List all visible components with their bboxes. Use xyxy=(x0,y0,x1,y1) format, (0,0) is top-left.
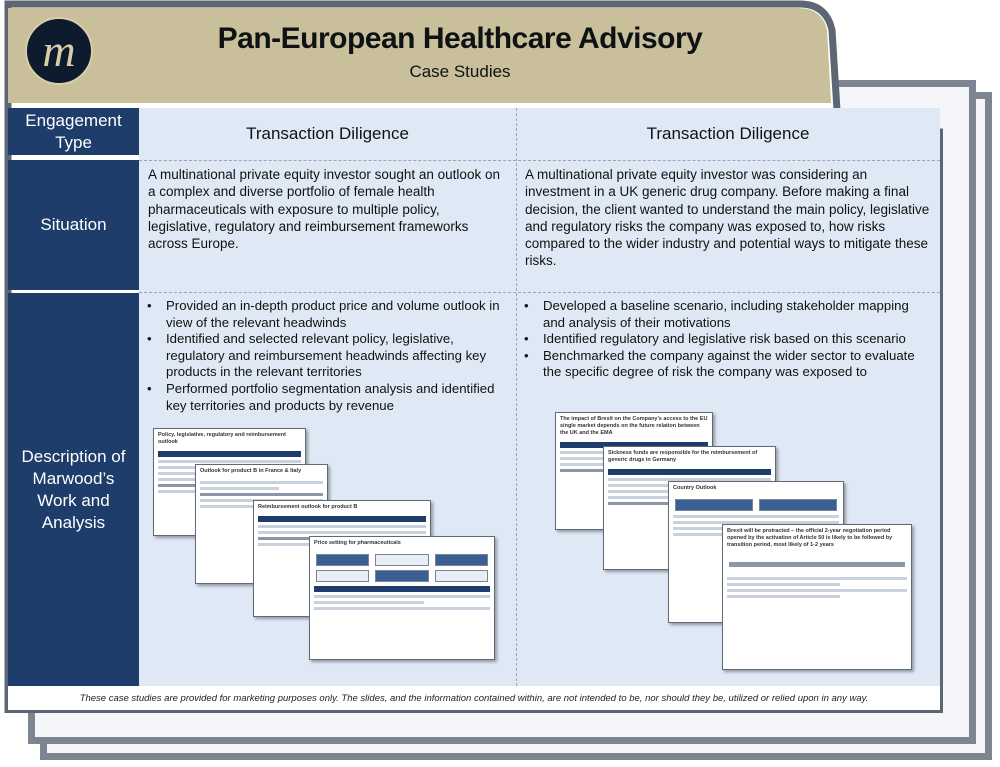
thumbnail-title: Price setting for pharmaceuticals xyxy=(314,540,401,546)
list-item: • Identified and selected relevant policy, legislative, regulatory and reimbursement headwinds affecting key products in the relevant territories xyxy=(166,331,506,381)
case-1-situation-cell xyxy=(139,160,516,292)
case-2-engagement-type: Transaction Diligence xyxy=(516,108,940,160)
row-label-engagement-type: Engagement Type xyxy=(8,108,139,155)
thumbnail-slide xyxy=(309,536,495,660)
case-2-work-list xyxy=(516,292,940,381)
case-1-engagement-type: Transaction Diligence xyxy=(139,108,516,160)
row-divider xyxy=(139,160,940,161)
thumbnail-slide xyxy=(722,524,912,670)
thumbnail-title: Reimbursement outlook for product B xyxy=(258,504,358,510)
marwood-logo xyxy=(24,16,94,86)
row-label-description: Description of Marwood’s Work and Analysis xyxy=(8,293,139,686)
list-item: • Developed a baseline scenario, including stakeholder mapping and analysis of their motivations xyxy=(543,298,930,331)
disclaimer: These case studies are provided for marketing purposes only. The slides, and the information contained within, are not intended to be, nor should they be, utilized or relied upon in any way. xyxy=(8,686,940,710)
case-2-situation-cell xyxy=(516,160,940,292)
page-subtitle: Case Studies xyxy=(409,62,511,81)
row-divider xyxy=(139,292,940,293)
page-title: Pan-European Healthcare Advisory xyxy=(217,22,703,55)
thumbnail-title: Policy, legislative, regulatory and reimbursement outlook xyxy=(158,432,286,445)
case-2-situation-text: A multinational private equity investor was considering an investment in a UK generic drug company. Before making a final decision, the client wanted to understand the main policy, legislative and regulatory risks the company was exposed to, how risks compared to the wider industry and potential ways to mitigate these risks. xyxy=(525,167,930,269)
row-label-situation: Situation xyxy=(8,160,139,290)
list-item: • Identified regulatory and legislative risk based on this scenario xyxy=(543,331,930,348)
list-item: • Performed portfolio segmentation analysis and identified key territories and products by revenue xyxy=(166,381,506,414)
thumbnail-title: Outlook for product B in France & Italy xyxy=(200,468,302,474)
case-1-work-list xyxy=(139,292,516,414)
column-divider xyxy=(516,108,517,686)
thumbnail-title: Brexit will be protracted – the official 2-year negotiation period opened by the activation of Article 50 is likely to be followed by transition period, most likely of 1-2 years xyxy=(727,528,893,548)
case-1-situation-text: A multinational private equity investor sought an outlook on a complex and diverse portfolio of female health pharmaceuticals with exposure to multiple policy, legislative, regulatory and reimbursement frameworks across Europe. xyxy=(148,167,500,252)
svg-text:m: m xyxy=(42,25,76,76)
list-item: • Benchmarked the company against the wider sector to evaluate the specific degree of risk the company was exposed to xyxy=(543,348,930,381)
thumbnail-title: Country Outlook xyxy=(673,485,717,491)
thumbnail-title: The impact of Brexit on the Company’s access to the EU single market depends on the future relation between the UK and the EMA xyxy=(560,416,708,436)
thumbnail-title: Sickness funds are responsible for the reimbursement of generic drugs in Germany xyxy=(608,450,758,463)
list-item: • Provided an in-depth product price and volume outlook in view of the relevant headwinds xyxy=(166,298,506,331)
